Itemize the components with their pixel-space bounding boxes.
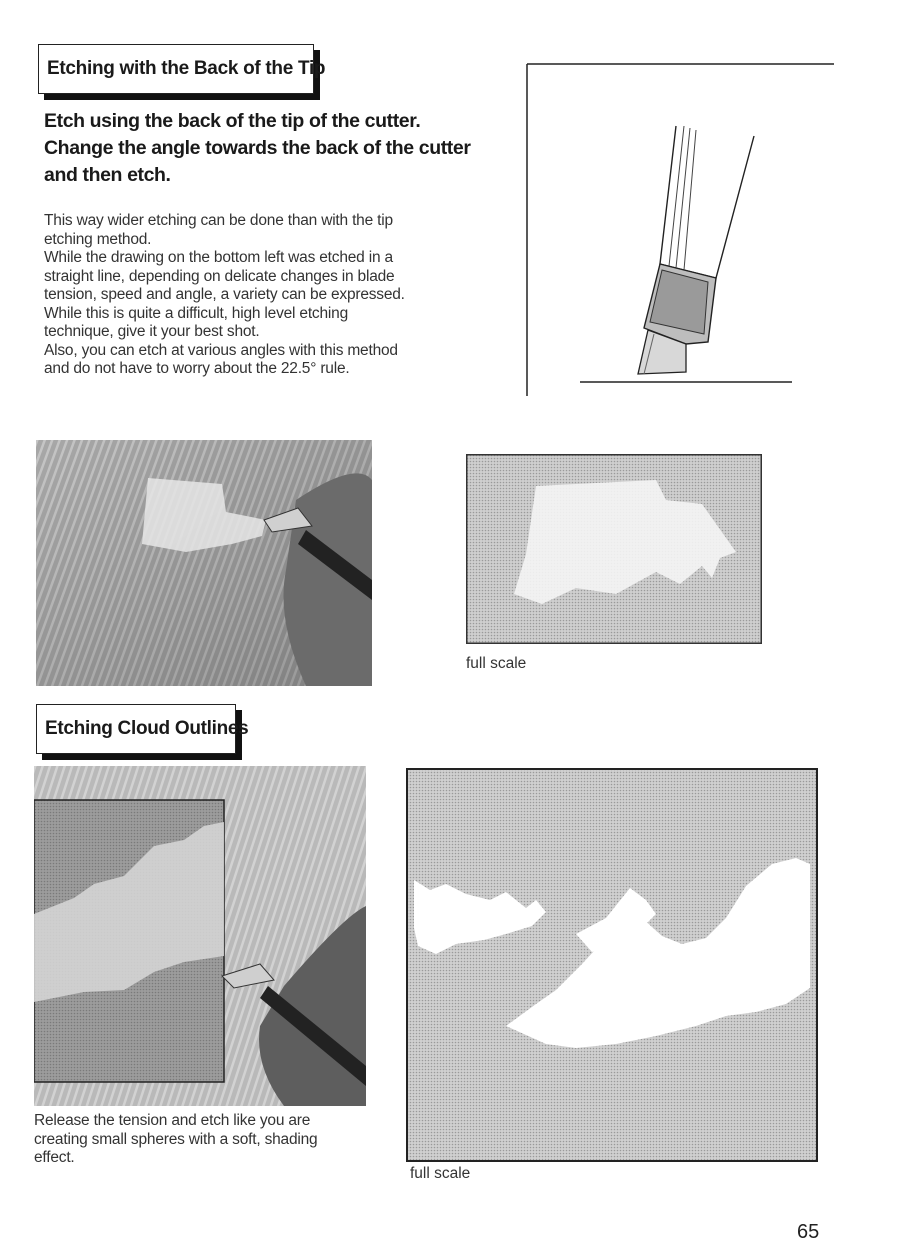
full-scale-etching-sample	[466, 454, 762, 644]
photo-cloud-etching	[34, 766, 366, 1106]
body-line: technique, give it your best shot.	[44, 323, 260, 340]
caption-line: Release the tension and etch like you are	[34, 1112, 311, 1129]
body-line: This way wider etching can be done than with the tip	[44, 212, 393, 229]
subheading-line: Change the angle towards the back of the cutter	[44, 137, 471, 159]
full-scale-cloud-sample	[406, 768, 818, 1162]
caption-line: creating small spheres with a soft, shading	[34, 1130, 318, 1148]
subheading-line: Etch using the back of the tip of the cutter.	[44, 110, 421, 132]
body-line: and do not have to worry about the 22.5° rule.	[44, 360, 350, 377]
full-scale-caption: full scale	[410, 1165, 471, 1182]
section-header-back-of-tip	[38, 44, 326, 94]
body-line: tension, speed and angle, a variety can be expressed.	[44, 286, 405, 303]
section-header-text: Etching with the Back of the Tip	[47, 58, 326, 79]
cutter-illustration	[526, 56, 838, 396]
body-line: etching method.	[44, 230, 152, 248]
section-header-text: Etching Cloud Outlines	[45, 718, 249, 739]
page-number: 65	[797, 1221, 820, 1243]
body-line: While this is quite a difficult, high level etching	[44, 304, 348, 322]
subheading-line: and then etch.	[44, 164, 171, 186]
body-line: While the drawing on the bottom left was etched in a	[44, 249, 393, 266]
section-header-cloud-outlines	[36, 704, 249, 754]
body-text	[44, 212, 405, 379]
caption-line: effect.	[34, 1149, 75, 1166]
body-line: straight line, depending on delicate changes in blade	[44, 267, 395, 285]
subheading	[44, 108, 471, 189]
body-line: Also, you can etch at various angles with this method	[44, 341, 398, 359]
photo-hand-etching	[36, 440, 372, 686]
cloud-caption	[34, 1112, 317, 1168]
full-scale-caption: full scale	[466, 655, 527, 672]
